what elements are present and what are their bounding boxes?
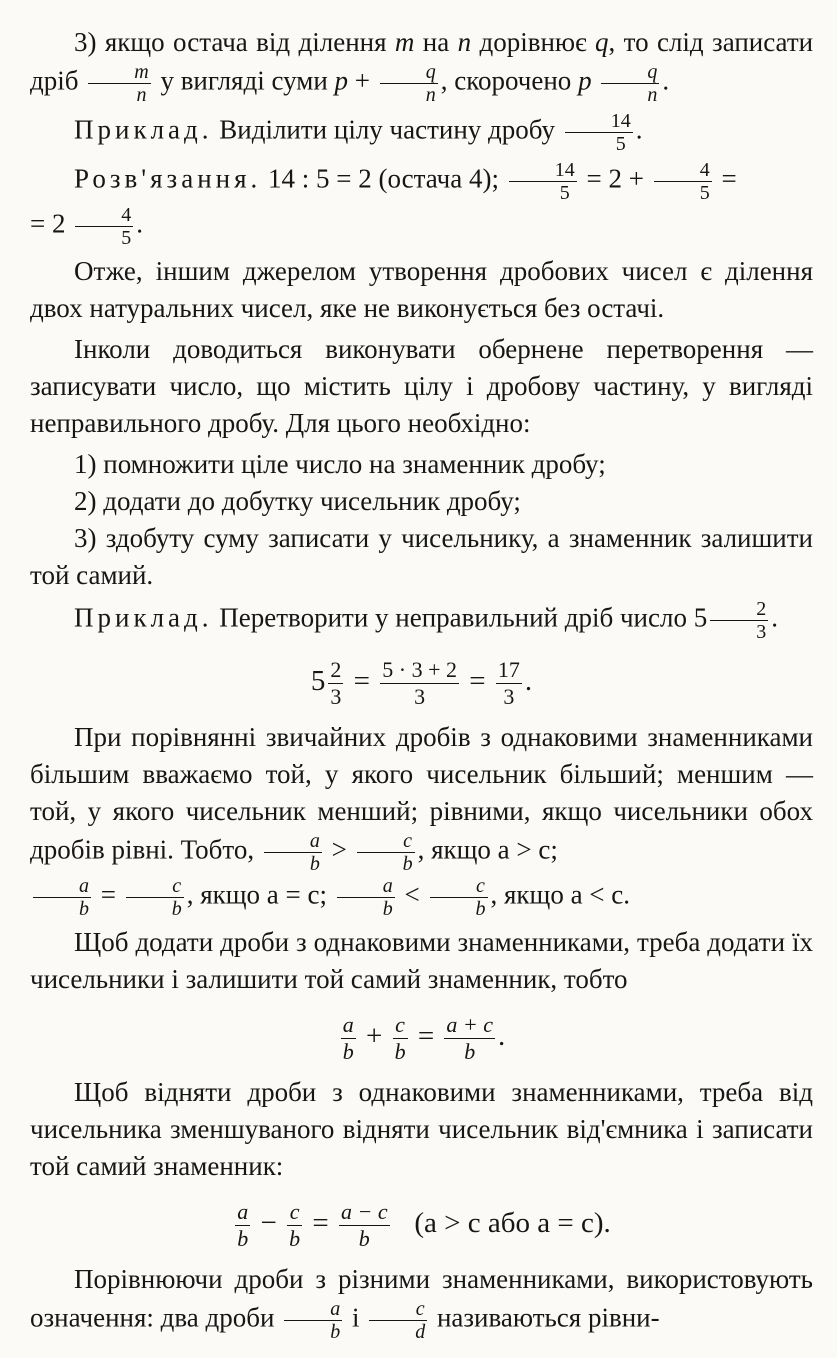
solution-1: Розв'язання. 14 : 5 = 2 (остача 4); $\frac{14}{5}$ = 2 + $\frac{4}{5}$ = = 2 $\frac{4}{5}$ .: [30, 159, 737, 249]
example-label: Приклад.: [74, 602, 213, 633]
step-2: 2) додати до добутку чисельник дробу;: [74, 486, 521, 516]
rule-item-3: 3) якщо остача від ділення m на n дорівнює q, то слід записати дріб $\frac{m}{n}$ у вигляді суми p + $\frac{q}{n}$ , скорочено p $\frac{q}{n}$ .: [30, 27, 814, 106]
paragraph-2: Інколи доводиться виконувати обернене перетворення — записувати число, що містить цілу і дробову частину, у вигляді неправильного дробу. Для цього необхідно:: [30, 334, 813, 438]
text: = 2 +: [586, 163, 644, 194]
fraction-2-3: $\frac{2}{3}$: [710, 598, 768, 643]
text: =: [721, 163, 737, 194]
text: , скорочено: [440, 65, 572, 96]
paragraph-3: При порівнянні звичайних дробів з однаковими знаменниками більшим вважаємо той, у якого чисельник більший; меншим — той, у якого чисельник менший; рівними, якщо чисельники обох дробів рівні. Тобто, $\frac{a}{b}$ > $\frac{c}{b}$ , якщо a > c; $\frac{a}{b}$ = $\frac{c}{b}$ , якщо a = c; $\frac{a}{b}$ < $\frac{c}{b}$ , якщо a < c.: [30, 722, 813, 920]
text: Виділити цілу частину дробу: [219, 114, 555, 145]
condition: (a > c або a = c).: [414, 1207, 611, 1239]
var: p: [334, 65, 349, 96]
step-3: 3) здобуту суму записати у чисельнику, а знаменник залишити той самий.: [30, 523, 813, 590]
text: 14 : 5 = 2 (остача 4);: [268, 163, 499, 194]
fraction-4-5: $\frac{4}{5}$: [75, 204, 133, 249]
fraction-m-n: $\frac{m}{n}$: [88, 61, 150, 106]
example-label: Приклад.: [74, 114, 213, 145]
whole-number: 5: [693, 602, 708, 633]
fraction-4-5: $\frac{4}{5}$: [654, 159, 712, 204]
text: , якщо a = c;: [186, 879, 328, 910]
equation-mixed-to-improper: 5 $\frac{2}{3}$ = $\frac{5 \cdot 3 + 2}{3}$ = $\frac{17}{3}$ .: [310, 656, 533, 709]
text: При порівнянні звичайних дробів з однаковими знаменниками більшим вважаємо той, у якого чисельник більший; меншим — той, у якого чисельник менший; рівними, якщо чисельники обох дробів рівні. Тобто,: [30, 722, 813, 865]
text: Перетворити у неправильний дріб число: [219, 602, 687, 633]
fraction-14-5: $\frac{14}{5}$: [565, 110, 633, 155]
text: = 2: [30, 208, 66, 239]
text: , то слід: [608, 27, 704, 57]
equation-addition: $\frac{a}{b}$ + $\frac{c}{b}$ = $\frac{a + c}{b}$ .: [342, 1011, 506, 1064]
paragraph-5: Щоб відняти дроби з однаковими знаменниками, треба від чисельника зменшуваного відняти чисельник від'ємника і записати той самий знаменник:: [30, 1077, 813, 1181]
paragraph-4: Щоб додати дроби з однаковими знаменниками, треба додати їх чисельники і залишити той самий знаменник, тобто: [30, 927, 813, 994]
var: q: [595, 27, 609, 57]
paragraph-6: Порівнюючи дроби з різними знаменниками, використовують означення: два дроби $\frac{a}{b}$ і $\frac{c}{d}$ називаються рівни-: [30, 1264, 813, 1343]
text: і: [351, 1302, 360, 1333]
fraction-14-5: $\frac{14}{5}$: [509, 159, 577, 204]
var: n: [457, 27, 472, 57]
fraction-q-n: $\frac{q}{n}$: [380, 61, 438, 106]
var: m: [394, 27, 415, 57]
equation-subtraction: $\frac{a}{b}$ − $\frac{c}{b}$ = $\frac{a - c}{b}$ (a > c або a = c).: [237, 1198, 611, 1251]
example-1: Приклад. Виділити цілу частину дробу $\frac{14}{5}$ .: [74, 110, 643, 155]
text: Порівнюючи дроби з різними знаменниками, використовують означення: два дроби: [30, 1264, 813, 1333]
fraction-q-n: $\frac{q}{n}$: [601, 61, 659, 106]
text: дорівнює: [479, 27, 587, 57]
text: називаються рівни-: [436, 1302, 660, 1333]
solution-label: Розв'язання.: [74, 163, 262, 194]
paragraph-1: Отже, іншим джерелом утворення дробових чисел є ділення двох натуральних чисел, яке не виконується без остачі.: [30, 256, 813, 323]
text: у вигляді суми: [160, 65, 328, 96]
text: , якщо a < c.: [490, 879, 631, 910]
text: 3) якщо остача від ділення: [74, 27, 387, 57]
text: , якщо a > c;: [417, 834, 558, 865]
text: записати дріб: [30, 27, 814, 96]
example-2: Приклад. Перетворити у неправильний дріб число 5 $\frac{2}{3}$ .: [74, 598, 778, 643]
text: на: [422, 27, 450, 57]
var: p: [578, 65, 592, 96]
step-1: 1) помножити ціле число на знаменник дробу;: [74, 449, 606, 479]
